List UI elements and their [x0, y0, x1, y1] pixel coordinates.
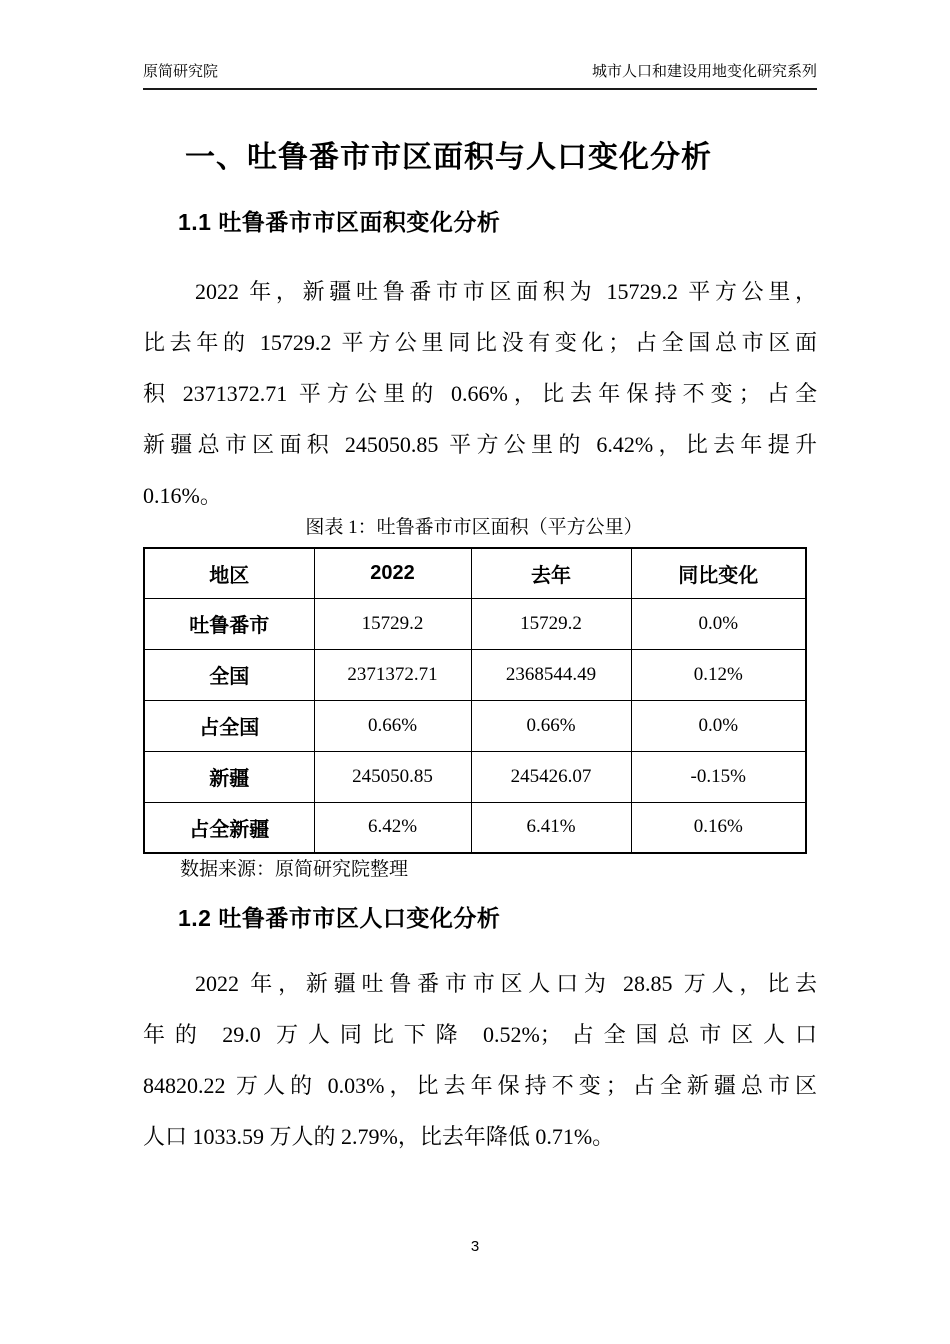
table-cell: 2368544.49	[471, 649, 631, 700]
header-left-text: 原简研究院	[143, 63, 219, 80]
data-source-note: 数据来源：原简研究院整理	[180, 859, 409, 880]
page-number: 3	[470, 1238, 480, 1255]
paragraph-line: 年的 29.0 万人同比下降 0.52%；占全国总市区人口	[143, 1022, 817, 1047]
page-header	[143, 62, 817, 90]
page-title: 一、吐鲁番市市区面积与人口变化分析	[185, 141, 712, 174]
table-cell: 0.16%	[631, 802, 806, 853]
column-header-2022: 2022	[314, 548, 471, 598]
section-1-1-paragraph	[143, 266, 817, 521]
section-1-2-paragraph	[143, 958, 817, 1162]
table-cell: -0.15%	[631, 751, 806, 802]
table-row	[144, 649, 806, 700]
row-label: 新疆	[144, 751, 314, 802]
table-cell: 6.42%	[314, 802, 471, 853]
paragraph-line: 2022 年，新疆吐鲁番市市区人口为 28.85 万人，比去	[195, 971, 817, 996]
table-cell: 0.12%	[631, 649, 806, 700]
row-label: 吐鲁番市	[144, 598, 314, 649]
table-cell: 15729.2	[471, 598, 631, 649]
header-right-text: 城市人口和建设用地变化研究系列	[591, 63, 817, 80]
paragraph-line: 84820.22 万人的 0.03%，比去年保持不变；占全新疆总市区	[143, 1073, 817, 1098]
table-header-row	[144, 548, 806, 598]
table-row	[144, 700, 806, 751]
area-table	[143, 547, 807, 854]
row-label: 占全国	[144, 700, 314, 751]
table-cell: 15729.2	[314, 598, 471, 649]
row-label: 占全新疆	[144, 802, 314, 853]
table-cell: 0.0%	[631, 700, 806, 751]
table-cell: 0.66%	[471, 700, 631, 751]
table-caption: 图表 1：吐鲁番市市区面积（平方公里）	[305, 517, 643, 538]
section-1-2-heading: 1.2 吐鲁番市市区人口变化分析	[178, 905, 501, 931]
column-header-lastyear: 去年	[471, 548, 631, 598]
table-row	[144, 598, 806, 649]
table-cell: 0.0%	[631, 598, 806, 649]
table-row	[144, 751, 806, 802]
row-label: 全国	[144, 649, 314, 700]
table-cell: 6.41%	[471, 802, 631, 853]
table-row	[144, 802, 806, 853]
table-cell: 2371372.71	[314, 649, 471, 700]
table-cell: 245050.85	[314, 751, 471, 802]
paragraph-line: 比去年的 15729.2 平方公里同比没有变化；占全国总市区面	[143, 330, 817, 355]
column-header-yoy: 同比变化	[631, 548, 806, 598]
paragraph-line: 积 2371372.71 平方公里的 0.66%，比去年保持不变；占全	[143, 381, 817, 406]
paragraph-line: 0.16%。	[143, 483, 222, 508]
paragraph-line: 2022 年，新疆吐鲁番市市区面积为 15729.2 平方公里，	[195, 279, 817, 304]
paragraph-line: 新疆总市区面积 245050.85 平方公里的 6.42%，比去年提升	[143, 432, 817, 457]
table-cell: 245426.07	[471, 751, 631, 802]
column-header-region: 地区	[144, 548, 314, 598]
paragraph-line: 人口 1033.59 万人的 2.79%，比去年降低 0.71%。	[143, 1124, 615, 1149]
section-1-1-heading: 1.1 吐鲁番市市区面积变化分析	[178, 209, 501, 235]
table-cell: 0.66%	[314, 700, 471, 751]
